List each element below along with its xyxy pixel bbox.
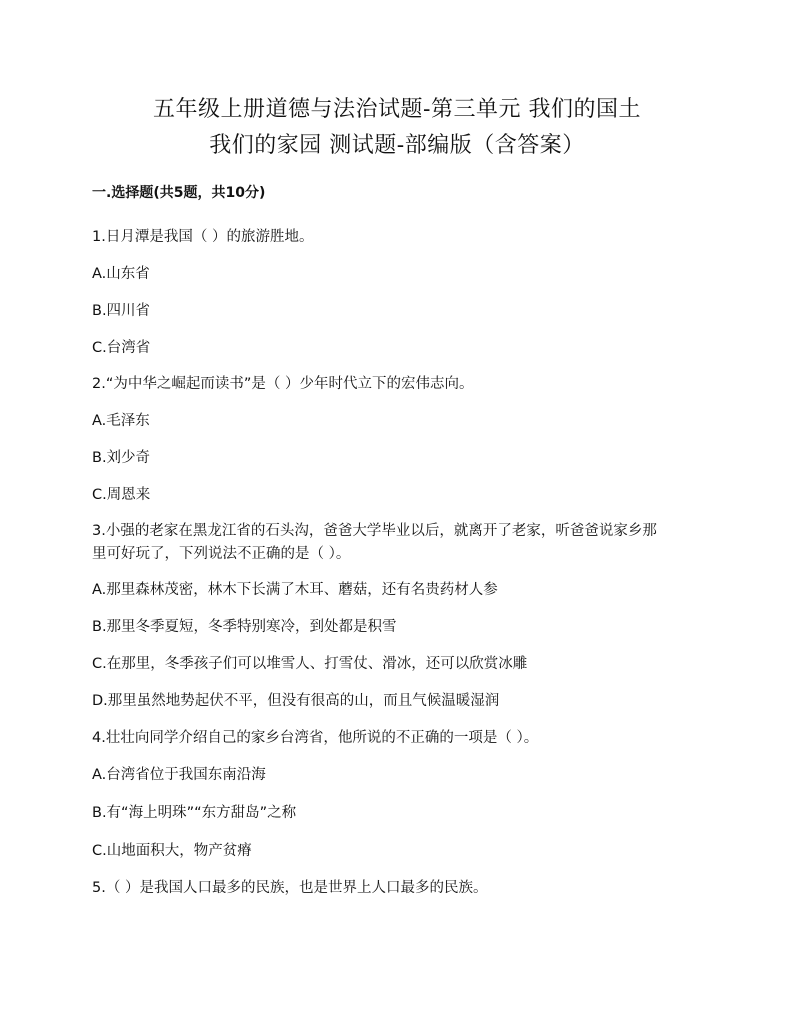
question-4-option-b: B.有“海上明珠”“东方甜岛”之称 (92, 805, 297, 821)
question-2-option-a: A.毛泽东 (92, 413, 150, 429)
question-2-option-c: C.周恩来 (92, 487, 151, 503)
title-line-2: 我们的家园 测试题-部编版（含答案） (209, 133, 585, 158)
question-3-option-a: A.那里森林茂密，林木下长满了木耳、蘑菇，还有名贵药材人参 (92, 582, 498, 598)
title-line-1: 五年级上册道德与法治试题-第三单元 我们的国土 (153, 97, 641, 122)
question-3-option-d: D.那里虽然地势起伏不平，但没有很高的山，而且气候温暖湿润 (92, 693, 500, 709)
question-2-option-b: B.刘少奇 (92, 450, 151, 466)
question-1-option-b: B.四川省 (92, 303, 151, 319)
question-1-option-a: A.山东省 (92, 266, 150, 282)
question-1-stem: 1.日月潭是我国（ ）的旅游胜地。 (92, 229, 314, 245)
question-2-stem: 2.“为中华之崛起而读书”是（ ）少年时代立下的宏伟志向。 (92, 376, 474, 392)
question-5-stem: 5.（ ）是我国人口最多的民族，也是世界上人口最多的民族。 (92, 880, 488, 896)
question-1-option-c: C.台湾省 (92, 340, 151, 356)
question-3-stem-line-1: 3.小强的老家在黑龙江省的石头沟，爸爸大学毕业以后，就离开了老家，听爸爸说家乡那 (92, 523, 657, 539)
section-heading: 一.选择题(共5题，共10分) (92, 185, 266, 201)
question-4-option-a: A.台湾省位于我国东南沿海 (92, 767, 266, 783)
question-4-stem: 4.壮壮向同学介绍自己的家乡台湾省，他所说的不正确的一项是（ ）。 (92, 730, 539, 746)
question-4-option-c: C.山地面积大，物产贫瘠 (92, 843, 252, 859)
question-3-stem-line-2: 里可好玩了，下列说法不正确的是（ ）。 (92, 546, 351, 562)
question-3-option-b: B.那里冬季夏短，冬季特别寒冷，到处都是积雪 (92, 619, 397, 635)
question-3-option-c: C.在那里，冬季孩子们可以堆雪人、打雪仗、滑冰，还可以欣赏冰雕 (92, 656, 528, 672)
